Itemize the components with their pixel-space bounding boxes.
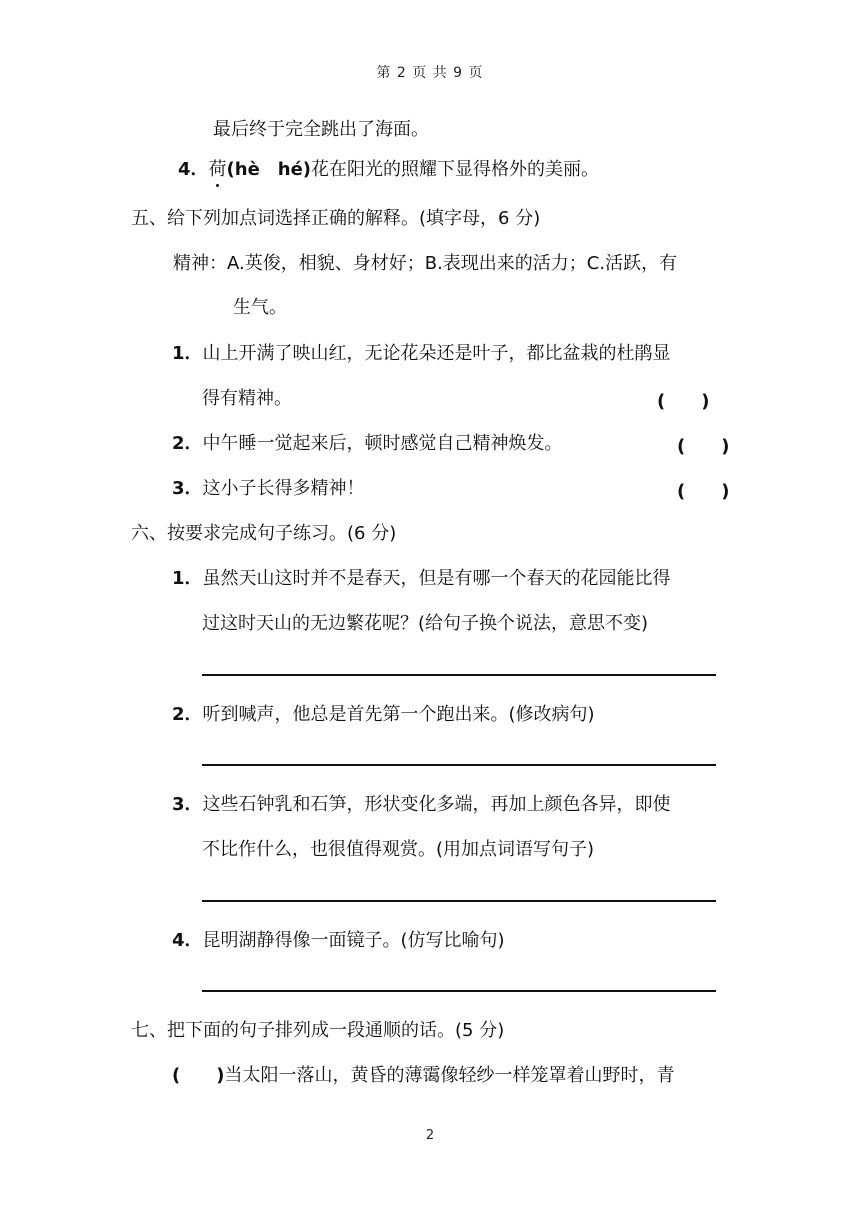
item-text: 听到喊声，他总是首先第一个跑出来。(修改病句) <box>202 704 595 725</box>
item-text: 山上开满了映山红，无论花朵还是叶子，都比盆栽的杜鹃显 <box>202 343 671 364</box>
item-text: 花在阳光的照耀下显得格外的美丽。 <box>311 159 600 180</box>
item-text: 中午睡一觉起来后，顿时感觉自己精神焕发。 <box>202 433 563 454</box>
section-5-item-2 <box>172 432 563 456</box>
section-5-title: 五、给下列加点词选择正确的解释。(填字母，6 分) <box>131 208 541 229</box>
item-number: 3． <box>172 794 203 815</box>
answer-blank-7[interactable]: ( ) <box>172 1065 225 1086</box>
dotted-char: 荷 <box>208 159 227 180</box>
item-number: 1． <box>172 568 203 589</box>
answer-line-6-3[interactable] <box>202 900 716 902</box>
section-5-item-1-line2: 得有精神。 <box>202 388 292 409</box>
item-number: 1． <box>172 343 203 364</box>
section-6-item-1-line2: 过这时天山的无边繁花呢？(给句子换个说法，意思不变) <box>202 613 649 634</box>
answer-blank-5-2[interactable]: ( ) <box>677 436 730 457</box>
page-header: 第 2 页 共 9 页 <box>376 65 484 81</box>
section-6-item-4 <box>172 929 505 953</box>
answer-line-6-2[interactable] <box>202 764 716 766</box>
section-6-title: 六、按要求完成句子练习。(6 分) <box>131 523 397 544</box>
page-number: 2 <box>425 1128 435 1143</box>
item-text: 昆明湖静得像一面镜子。(仿写比喻句) <box>202 930 505 951</box>
item-text: 这些石钟乳和石笋，形状变化多端，再加上颜色各异，即使 <box>202 794 671 815</box>
section-7-sentence <box>172 1064 674 1088</box>
prev-item-continuation: 最后终于完全跳出了海面。 <box>213 119 429 140</box>
section-6-item-3-line2: 不比作什么，也很值得观赏。(用加点词语写句子) <box>202 839 595 860</box>
item-number: 4． <box>178 159 209 180</box>
item-text: 虽然天山这时并不是春天，但是有哪一个春天的花园能比得 <box>202 568 671 589</box>
section-6-item-1 <box>172 567 671 591</box>
section-5-definition-line2: 生气。 <box>233 297 287 318</box>
prev-item-4 <box>178 158 599 182</box>
answer-blank-5-1[interactable]: ( ) <box>657 391 710 412</box>
section-6-item-3 <box>172 793 671 817</box>
item-text: 这小子长得多精神！ <box>202 478 365 499</box>
pinyin-choices: (hè hé) <box>226 159 312 180</box>
section-7-title: 七、把下面的句子排列成一段通顺的话。(5 分) <box>131 1020 505 1041</box>
section-6-item-2 <box>172 703 595 727</box>
item-number: 4． <box>172 930 203 951</box>
item-number: 3． <box>172 478 203 499</box>
item-number: 2． <box>172 704 203 725</box>
section-5-item-1 <box>172 342 671 366</box>
section-5-item-3 <box>172 477 365 501</box>
section-5-definition-line1: 精神：A.英俊，相貌、身材好；B.表现出来的活力；C.活跃，有 <box>173 253 678 274</box>
item-number: 2． <box>172 433 203 454</box>
answer-line-6-4[interactable] <box>202 990 716 992</box>
sentence-text: 当太阳一落山，黄昏的薄霭像轻纱一样笼罩着山野时，青 <box>224 1065 675 1086</box>
answer-line-6-1[interactable] <box>202 674 716 676</box>
answer-blank-5-3[interactable]: ( ) <box>677 481 730 502</box>
